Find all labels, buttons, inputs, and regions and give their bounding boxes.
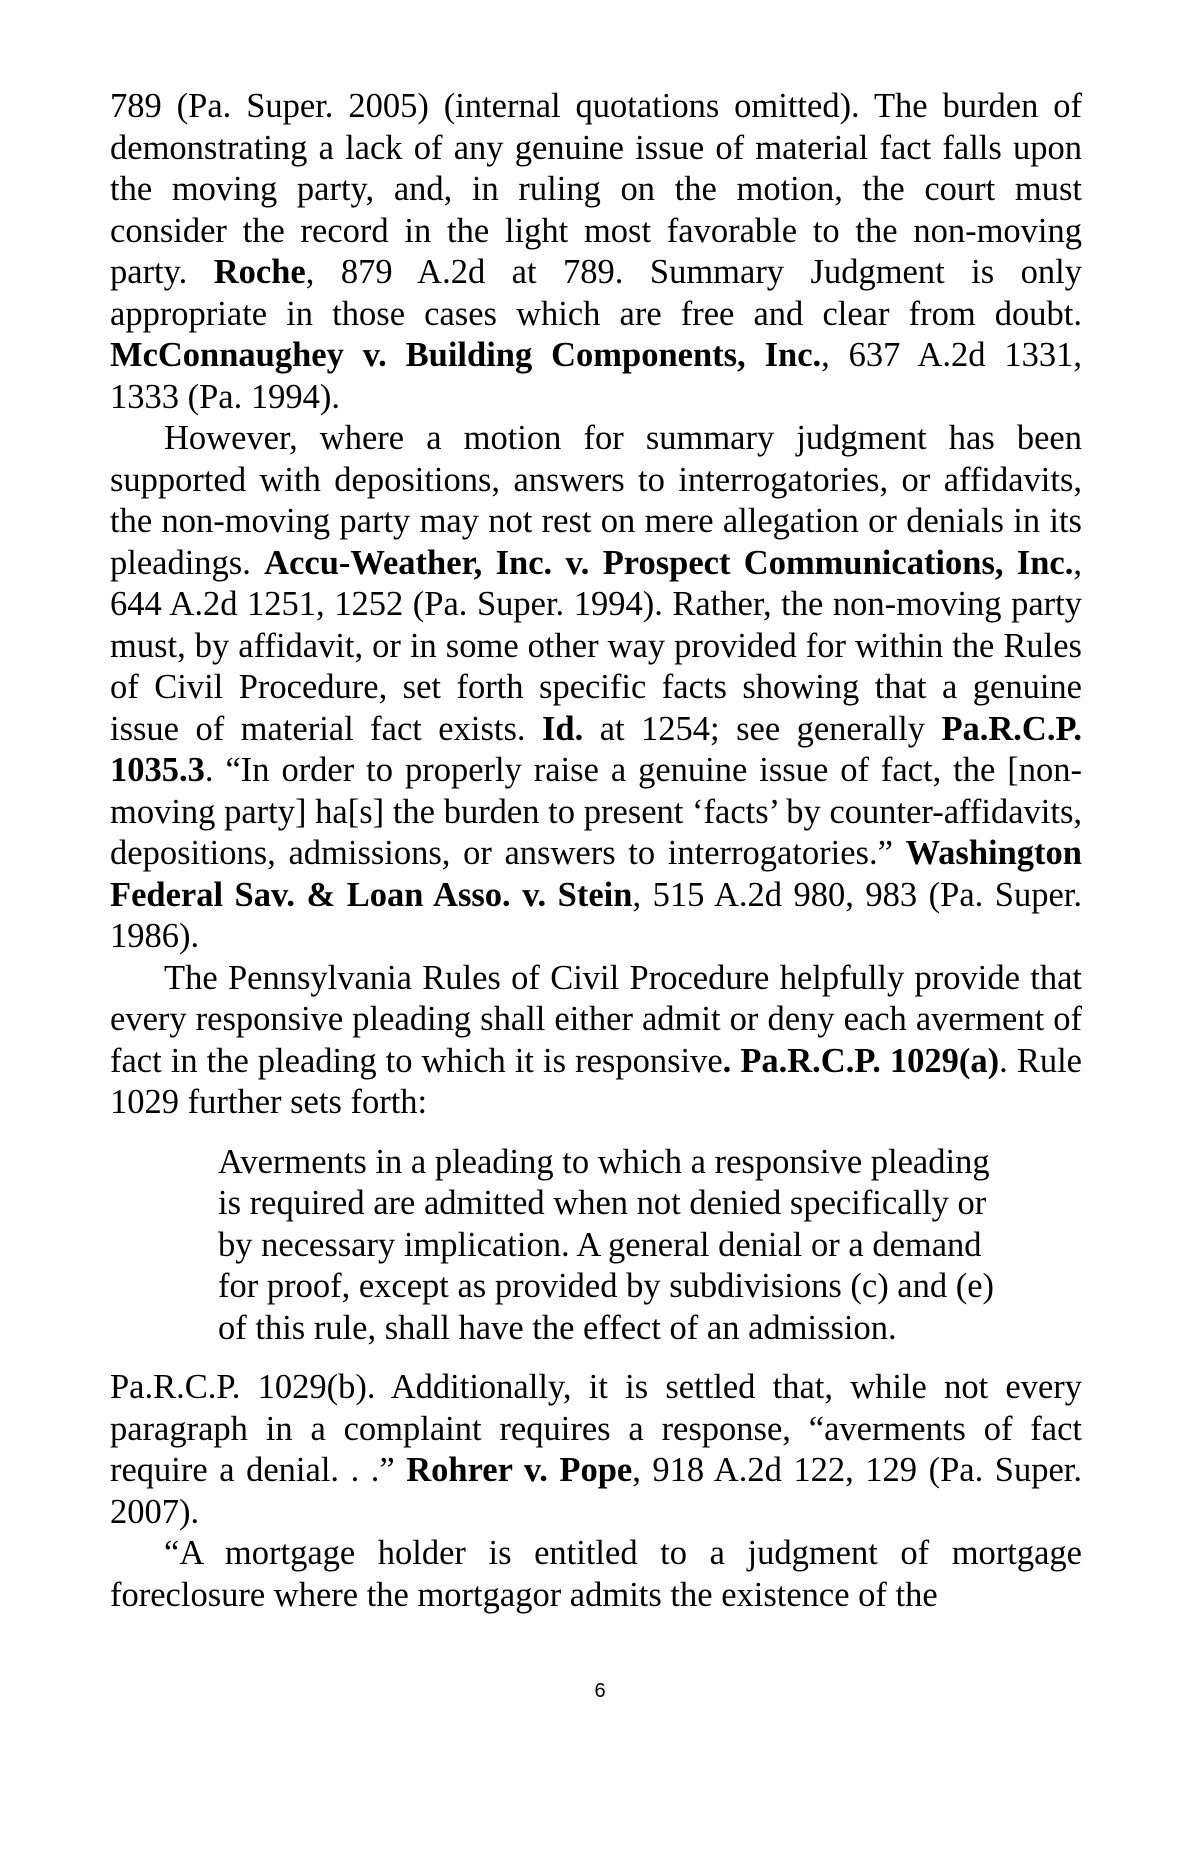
text-run: . “In order to properly raise a genuine issue of fact, the [non-moving party] ha[s] the burden to present ‘facts’ by counter-affidavits, depositions, admissions, or answers to interrogatories.” — [110, 751, 1082, 872]
paragraph-2 — [110, 418, 1082, 958]
text-run: 789 (Pa. Super. 2005) (internal quotations omitted). The burden of demonstrating a lack of any genuine issue of material fact falls upon the moving party, and, in ruling on the motion, the court must consider the record in the light most favorable to the non-moving party. — [110, 87, 1082, 291]
paragraph-4 — [110, 1367, 1082, 1533]
citation-bold: Washington Federal Sav. & Loan Asso. v. Stein — [110, 834, 1082, 914]
citation-bold: Pa.R.C.P. 1035.3 — [110, 709, 1082, 789]
text-run: , 515 A.2d 980, 983 (Pa. Super. 1986). — [110, 875, 1082, 955]
text-run: , 918 A.2d 122, 129 (Pa. Super. 2007). — [110, 1451, 1082, 1531]
citation-bold: . Pa.R.C.P. 1029(a) — [722, 1041, 1000, 1080]
text-run: , 879 A.2d at 789. Summary Judgment is only appropriate in those cases which are free and clear from doubt. — [110, 253, 1082, 333]
paragraph-5 — [110, 1533, 1082, 1616]
document-body — [110, 86, 1082, 1616]
citation-bold: Rohrer v. Pope — [406, 1451, 633, 1489]
text-run: , 644 A.2d 1251, 1252 (Pa. Super. 1994). Rather, the non-moving party must, by affidavit, or in some other way provided for within the Rules of Civil Procedure, set forth specific facts showing that a genuine issue of material fact exists. — [110, 543, 1082, 748]
text-run: , 637 A.2d 1331, 1333 (Pa. 1994). — [110, 336, 1082, 416]
paragraph-3 — [110, 958, 1082, 1124]
block-quote-rule-1029: Averments in a pleading to which a responsive pleading is required are admitted when not denied specifically or by necessary implication. A general denial or a demand for proof, except as provided by subdivisions (c) and (e) of this rule, shall have the effect of an admission. — [218, 1142, 995, 1347]
citation-bold: Roche — [213, 253, 306, 291]
text-run: at 1254; see generally — [583, 709, 942, 748]
text-run: However, where a motion for summary judgment has been supported with depositions, answers to interrogatories, or affidavits, the non-moving party may not rest on mere allegation or denials in its pleadings. — [110, 419, 1082, 582]
text-run: Pa.R.C.P. 1029(b). Additionally, it is settled that, while not every paragraph in a complaint requires a response, “averments of fact require a denial. . .” — [110, 1368, 1082, 1489]
paragraph-1 — [110, 86, 1082, 418]
page-number: 6 — [594, 1680, 606, 1702]
citation-bold: McConnaughey v. Building Components, Inc. — [110, 336, 822, 374]
text-run: The Pennsylvania Rules of Civil Procedure helpfully provide that every responsive pleading shall either admit or deny each averment of fact in the pleading to which it is responsive — [110, 958, 1082, 1080]
citation-bold: Id. — [541, 709, 584, 748]
text-run: “A mortgage holder is entitled to a judgment of mortgage foreclosure where the mortgagor admits the existence of the — [110, 1534, 1082, 1614]
text-run: . Rule 1029 further sets forth: — [110, 1041, 1082, 1121]
citation-bold: Accu-Weather, Inc. v. Prospect Communications, Inc. — [264, 543, 1074, 582]
